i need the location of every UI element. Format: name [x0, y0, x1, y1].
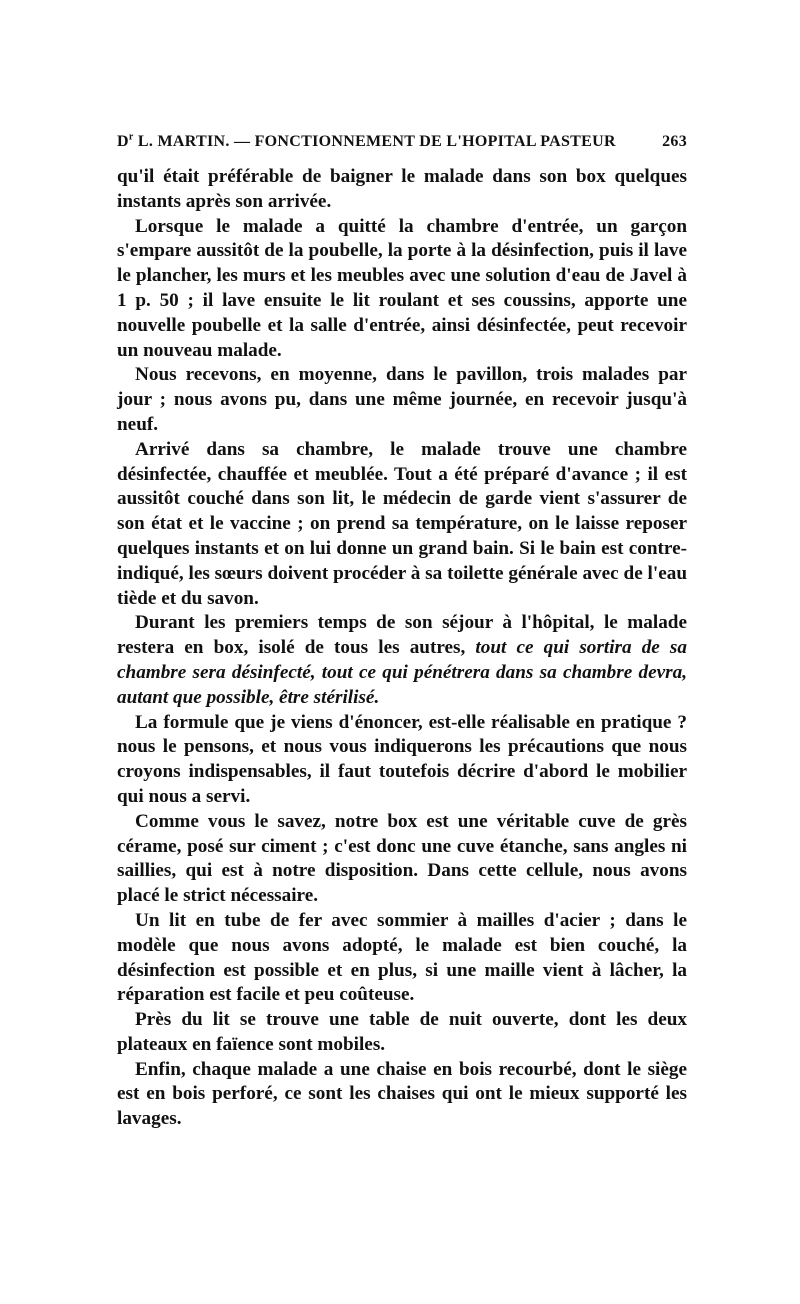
running-header [117, 133, 687, 159]
paragraph-text: Nous recevons, en moyenne, dans le pavillon, trois malades par jour ; nous avons pu, dans une même journée, en recevoir jusqu'à neuf. [117, 364, 687, 435]
paragraph-text: Arrivé dans sa chambre, le malade trouve une chambre désinfectée, chauffée et meublée. Tout a été préparé d'avance ; il est aussitôt couché dans son lit, le médecin de garde vient s'assurer de son état et le vaccine ; on prend sa température, on le laisse reposer quelques instants et on lui donne un grand bain. Si le bain est contre-indiqué, les sœurs doivent procéder à sa toilette générale avec de l'eau tiède et du savon. [117, 438, 687, 609]
paragraph-text: Près du lit se trouve une table de nuit ouverte, dont les deux plateaux en faïence sont mobiles. [117, 1009, 687, 1055]
paragraph-text: Comme vous le savez, notre box est une véritable cuve de grès cérame, posé sur ciment ; c'est donc une cuve étanche, sans angles ni saillies, qui est à notre disposition. Dans cette cellule, nous avons placé le strict nécessaire. [117, 810, 687, 907]
paragraph [117, 611, 687, 710]
paragraph-text: Durant les premiers temps de son séjour à l'hôpital, le malade restera en box, isolé de tous les autres, [117, 612, 687, 659]
italic-text: tout ce qui sortira de sa chambre sera désinfecté, tout ce qui pénétrera dans sa chambre devra, autant que possible, être stérilisé. [117, 637, 687, 708]
paragraph-text: qu'il était préférable de baigner le malade dans son box quelques instants après son arrivée. [117, 166, 687, 212]
paragraph [117, 363, 687, 437]
paragraph-text: Un lit en tube de fer avec sommier à mailles d'acier ; dans le modèle que nous avons adopté, le malade est bien couché, la désinfection est possible et en plus, si une maille vient à lâcher, la réparation est facile et peu coûteuse. [117, 909, 687, 1006]
author-superscript: r [128, 131, 134, 143]
body-text [117, 165, 687, 1132]
paragraph-text: Lorsque le malade a quitté la chambre d'entrée, un garçon s'empare aussitôt de la poubelle, la porte à la désinfection, puis il lave le plancher, les murs et les meubles avec une solution d'eau de Javel à 1 p. 50 ; il lave ensuite le lit roulant et ses coussins, apporte une nouvelle poubelle et la salle d'entrée, ainsi désinfectée, peut recevoir un nouveau malade. [117, 215, 687, 361]
paragraph [117, 438, 687, 612]
paragraph-text: Enfin, chaque malade a une chaise en bois recourbé, dont le siège est en bois perforé, ce sont les chaises qui ont le mieux supporté les lavages. [117, 1058, 687, 1130]
running-title [117, 133, 616, 151]
paragraph-text: La formule que je viens d'énoncer, est-elle réalisable en pratique ? nous le pensons, et nous vous indiquerons les précautions que nous croyons indispensables, il faut toutefois décrire d'abord le mobilier qui nous a servi. [117, 711, 687, 807]
author-prefix: D [117, 133, 129, 150]
page [117, 133, 687, 1132]
paragraph [117, 1058, 687, 1132]
paragraph [117, 909, 687, 1008]
running-title-text: L. MARTIN. — FONCTIONNEMENT DE L'HOPITAL PASTEUR [133, 133, 616, 150]
paragraph [117, 1008, 687, 1058]
paragraph [117, 711, 687, 810]
paragraph [117, 165, 687, 215]
paragraph [117, 215, 687, 364]
page-number: 263 [662, 133, 687, 150]
paragraph [117, 810, 687, 909]
